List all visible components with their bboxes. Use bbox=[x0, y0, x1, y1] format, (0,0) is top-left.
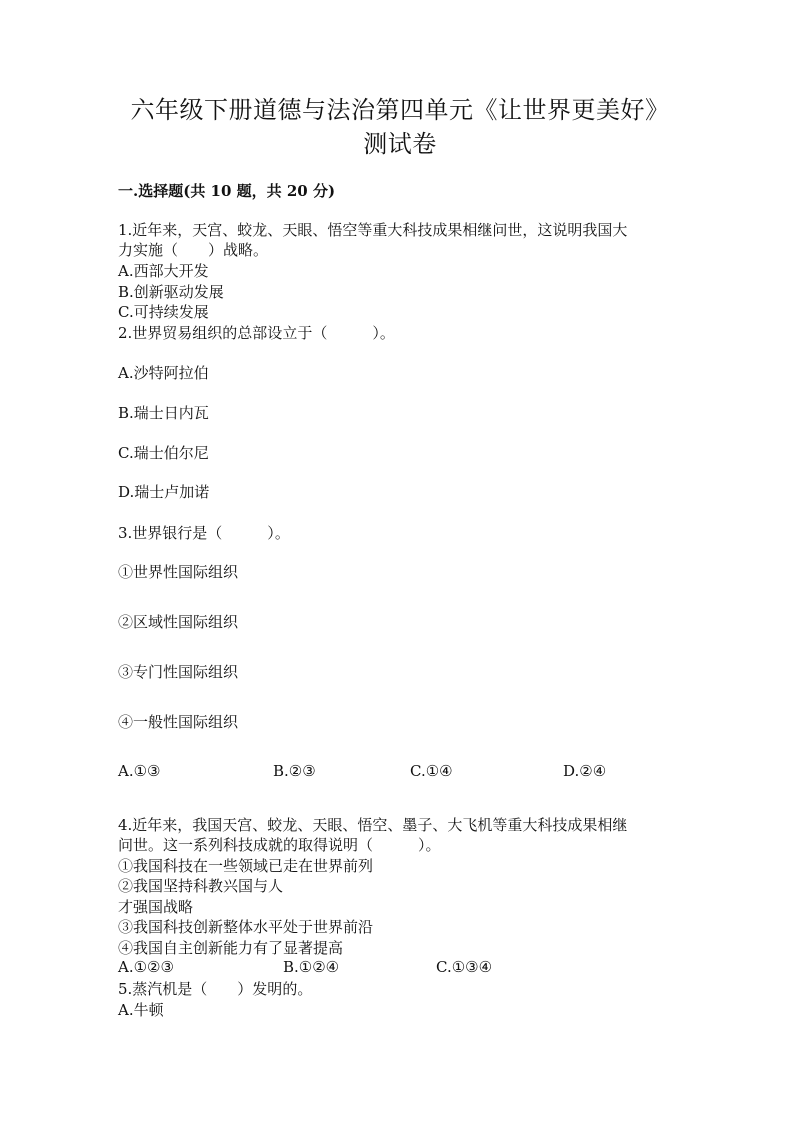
q3-stem: 3.世界银行是（ ）。 bbox=[118, 524, 290, 542]
q2-option-c: C.瑞士伯尔尼 bbox=[118, 444, 209, 462]
q3-options-row bbox=[118, 762, 678, 782]
q4-statement-4: ④我国自主创新能力有了显著提高 bbox=[118, 939, 344, 957]
q1-option-a: A.西部大开发 bbox=[118, 262, 209, 280]
q2-option-d: D.瑞士卢加诺 bbox=[118, 483, 210, 501]
q1-stem-line1: 1.近年来，天宫、蛟龙、天眼、悟空等重大科技成果相继问世，这说明我国大 bbox=[118, 221, 628, 239]
q1-option-b: B.创新驱动发展 bbox=[118, 283, 224, 301]
q2-option-a: A.沙特阿拉伯 bbox=[118, 364, 209, 382]
q3-statement-2: ②区域性国际组织 bbox=[118, 613, 239, 631]
q4-statement-2-cont: 才强国战略 bbox=[118, 898, 194, 916]
q4-stem-line2: 问世。这一系列科技成就的取得说明（ ）。 bbox=[118, 836, 441, 854]
q3-option-d: D.②④ bbox=[563, 762, 607, 780]
exam-title-line1: 六年级下册道德与法治第四单元《让世界更美好》 bbox=[130, 96, 670, 124]
q3-option-a: A.①③ bbox=[118, 762, 161, 780]
exam-title-line2: 测试卷 bbox=[363, 130, 437, 158]
q3-statement-4: ④一般性国际组织 bbox=[118, 713, 239, 731]
section-heading: 一.选择题(共 10 题，共 20 分) bbox=[118, 182, 336, 200]
q2-stem: 2.世界贸易组织的总部设立于（ ）。 bbox=[118, 324, 395, 342]
q2-option-b: B.瑞士日内瓦 bbox=[118, 404, 209, 422]
q3-option-b: B.②③ bbox=[273, 762, 316, 780]
q4-option-b: B.①②④ bbox=[283, 958, 340, 976]
q5-stem: 5.蒸汽机是（ ）发明的。 bbox=[118, 980, 313, 998]
q4-statement-3: ③我国科技创新整体水平处于世界前沿 bbox=[118, 918, 374, 936]
q3-statement-1: ①世界性国际组织 bbox=[118, 563, 239, 581]
q4-statement-2: ②我国坚持科教兴国与人 bbox=[118, 877, 284, 895]
q4-options-row bbox=[118, 958, 678, 978]
q4-statement-1: ①我国科技在一些领域已走在世界前列 bbox=[118, 857, 374, 875]
q4-option-c: C.①③④ bbox=[436, 958, 493, 976]
q4-option-a: A.①②③ bbox=[118, 958, 174, 976]
q3-option-c: C.①④ bbox=[410, 762, 453, 780]
q1-option-c: C.可持续发展 bbox=[118, 303, 209, 321]
q1-stem-line2: 力实施（ ）战略。 bbox=[118, 241, 269, 259]
q3-statement-3: ③专门性国际组织 bbox=[118, 663, 239, 681]
q5-option-a: A.牛顿 bbox=[118, 1001, 164, 1019]
q4-stem-line1: 4.近年来，我国天宫、蛟龙、天眼、悟空、墨子、大飞机等重大科技成果相继 bbox=[118, 816, 628, 834]
